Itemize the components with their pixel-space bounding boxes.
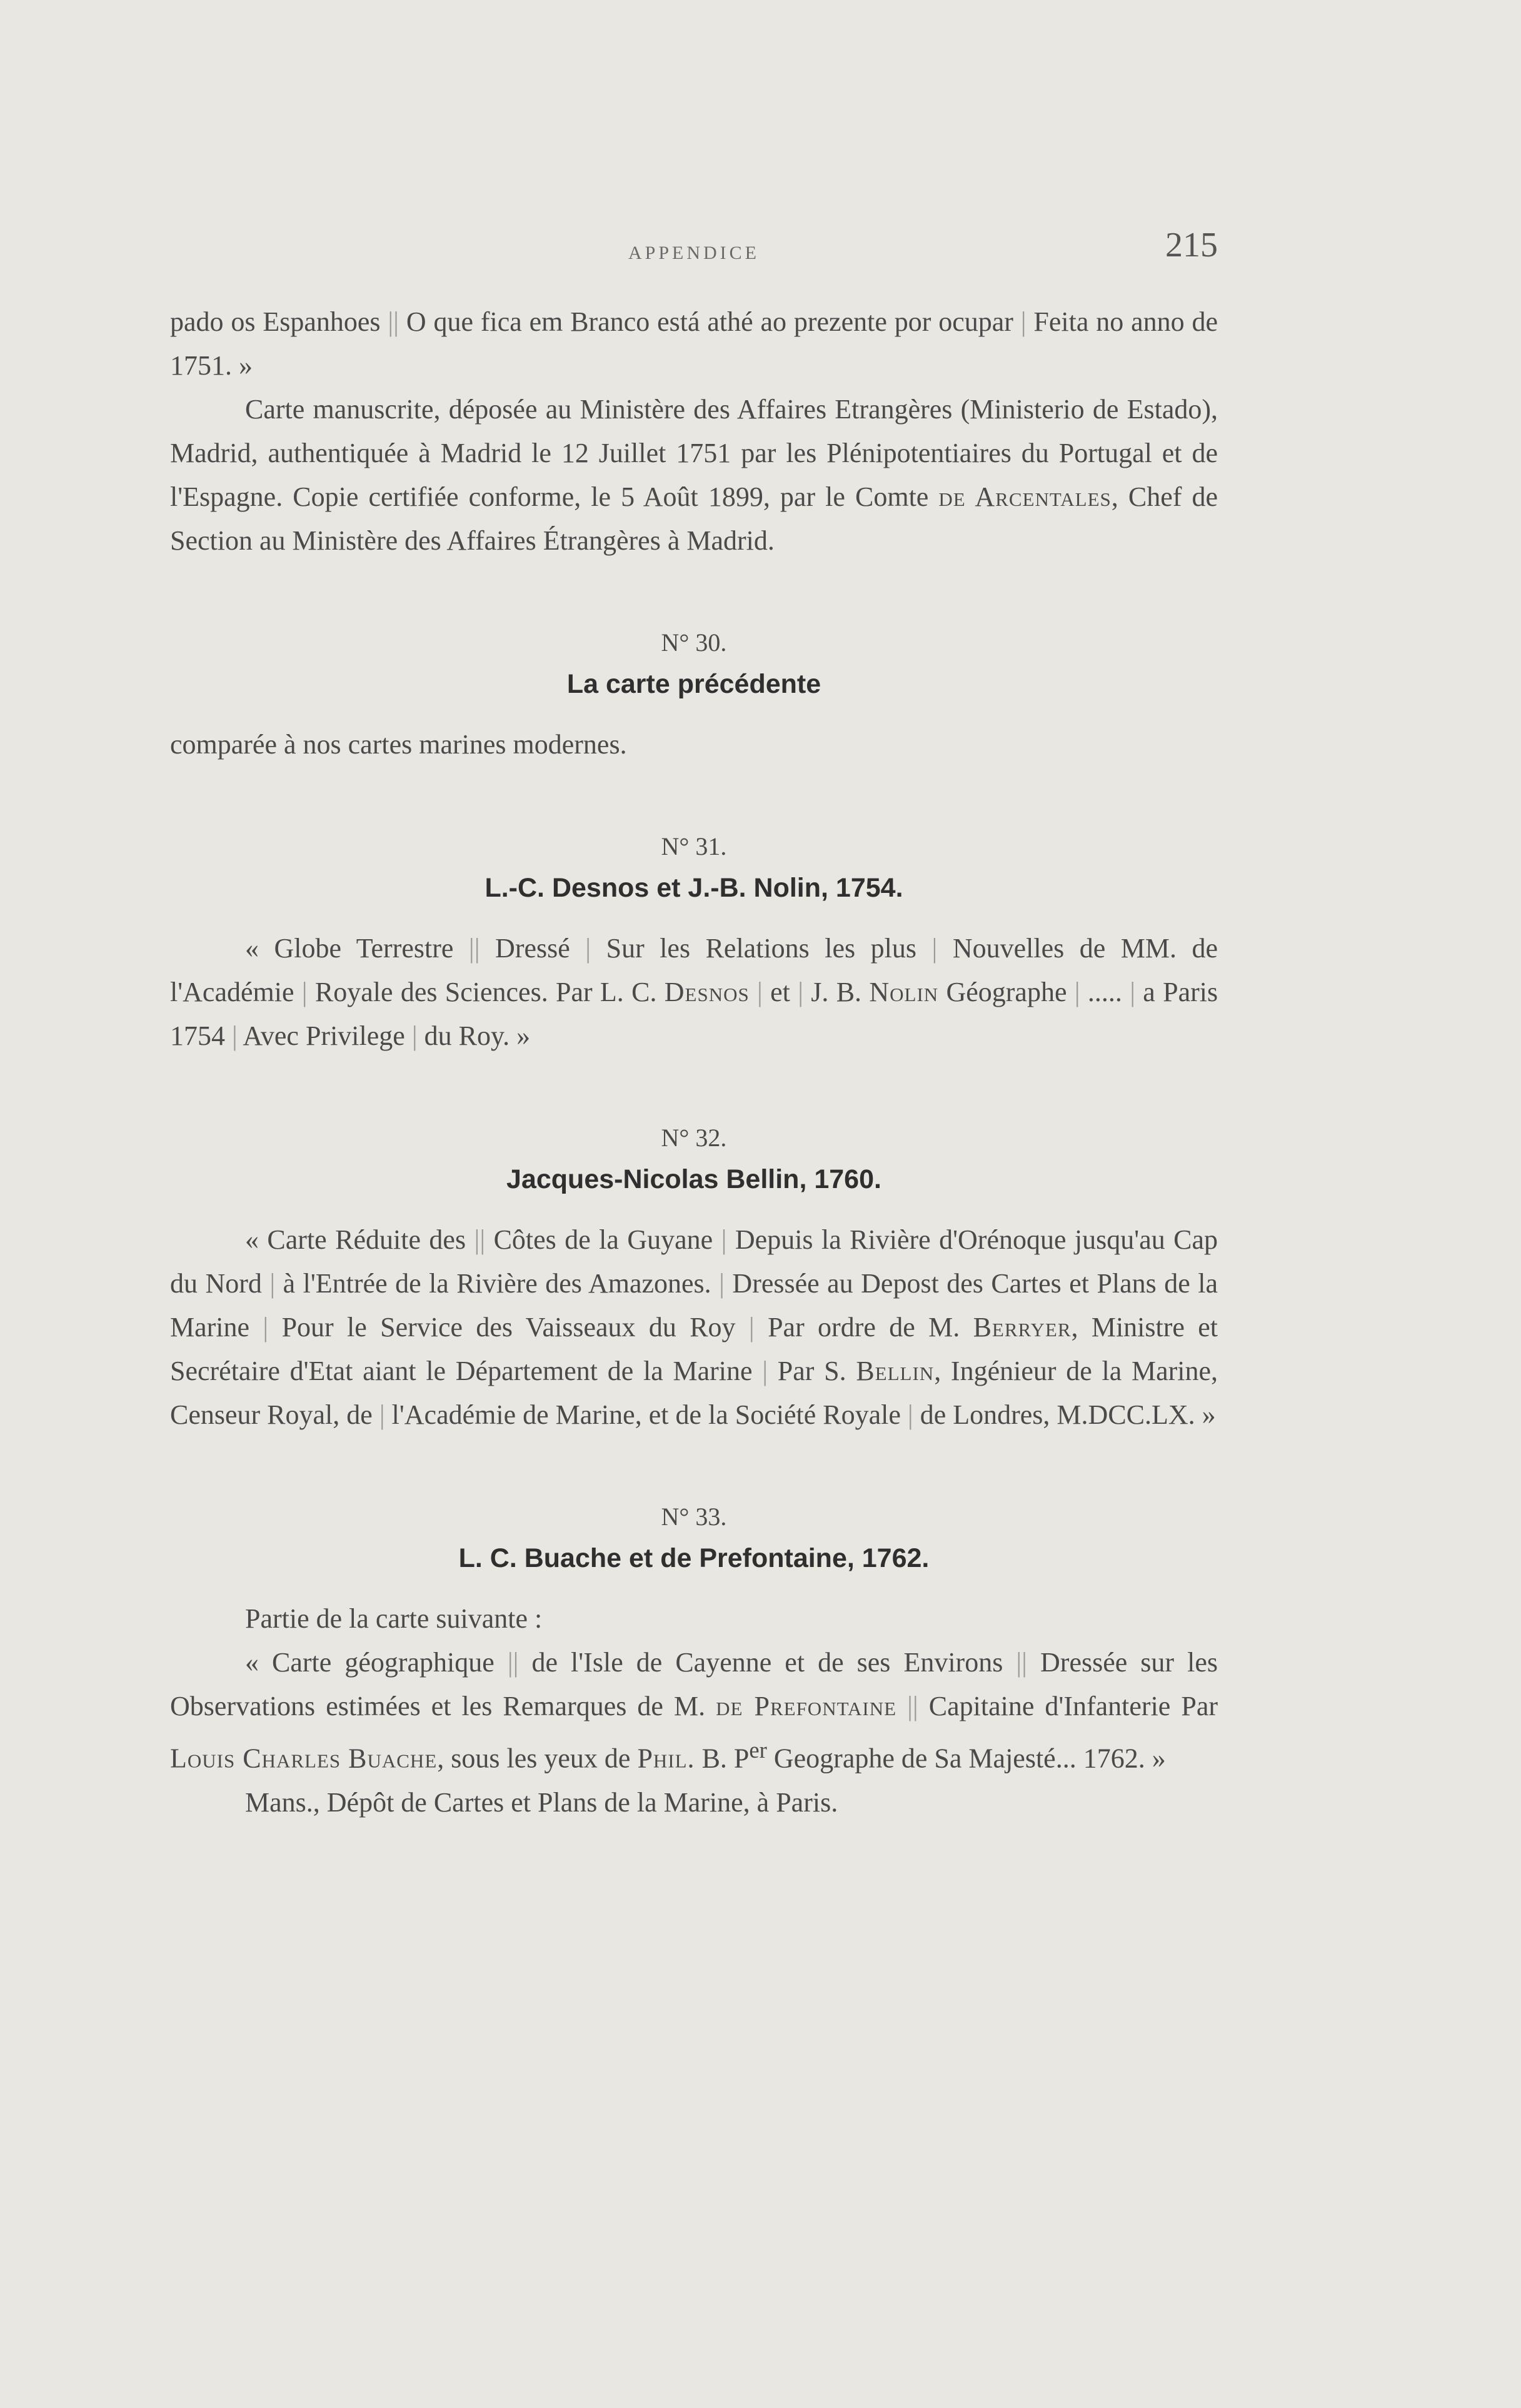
text-segment: à l'Entrée de la Rivière des Amazones.	[283, 1268, 711, 1299]
text-segment: « Carte géographique	[245, 1647, 494, 1678]
line-separator: ||	[388, 306, 399, 337]
entry-title: L.-C. Desnos et J.-B. Nolin, 1754.	[484, 873, 903, 903]
text-segment: O que fica em Branco está athé ao prezente por	[406, 306, 931, 337]
line-separator: |	[1020, 306, 1027, 337]
line-separator: ||	[1016, 1647, 1027, 1678]
text-segment: Sur les Relations les plus	[606, 933, 917, 964]
intro-description	[170, 388, 1218, 563]
line-separator: ||	[907, 1691, 918, 1721]
text-segment: Carte manuscrite, déposée au Ministère des Affaires Etrangères (Ministerio de Estado), Madrid, authentiquée à Madrid le 12 Juillet 1751 par les Plénipotentiaires du Portugal et de l'Espagne. Copie certifiée conforme, le 5 Août 1899, par le Comte	[170, 394, 1218, 512]
line-separator: ||	[507, 1647, 519, 1678]
line-separator: |	[379, 1399, 385, 1430]
small-caps-name: Phil.	[637, 1743, 695, 1774]
text-segment: du Roy. »	[424, 1020, 531, 1051]
entry-number: N° 31.	[661, 832, 727, 860]
text-segment: Feita no anno de 1751. »	[170, 306, 1218, 381]
text-segment: Par S.	[777, 1356, 846, 1386]
text-segment: Côtes de la Guyane	[493, 1224, 713, 1255]
page-header	[170, 225, 1218, 281]
text-segment: a Paris 1754	[170, 977, 1218, 1051]
text-segment: l'Académie de Marine, et de la Société Royale	[391, 1399, 901, 1430]
text-segment: , Ingénieur de la Marine, Censeur Royal, de	[170, 1356, 1218, 1430]
entry-title: La carte précédente	[566, 669, 821, 699]
small-caps-name: Bellin	[856, 1356, 935, 1386]
text-segment: Dressée au Depost des Cartes et Plans de la Marine	[170, 1268, 1218, 1343]
line-separator: |	[907, 1399, 913, 1430]
line-separator: |	[721, 1224, 727, 1255]
line-separator: |	[269, 1268, 276, 1299]
line-separator: |	[1130, 977, 1135, 1007]
page-body	[170, 300, 1218, 1825]
small-caps-name: Desnos	[664, 977, 750, 1007]
line-separator: ||	[468, 933, 480, 964]
intro-quote-end	[170, 300, 1218, 388]
text-segment: Depuis la Rivière d'Orénoque jusqu'au Cap du Nord	[170, 1224, 1218, 1299]
line-separator: |	[719, 1268, 725, 1299]
text-segment: « Carte Réduite des	[245, 1224, 466, 1255]
text-segment: Pour le Service des Vaisseaux du Roy	[281, 1312, 736, 1343]
line-separator: |	[263, 1312, 269, 1343]
entry-number: N° 30.	[661, 628, 727, 657]
line-separator: |	[757, 977, 763, 1007]
entry-text: Mans., Dépôt de Cartes et Plans de la Marine, à Paris.	[245, 1786, 838, 1818]
text-segment: Nouvelles de MM. de l'Académie	[170, 933, 1218, 1007]
line-separator: |	[585, 933, 591, 964]
small-caps-name: de Arcentales	[938, 481, 1112, 512]
small-caps-name: Berryer	[973, 1312, 1072, 1343]
text-segment: Capitaine d'Infanterie Par	[928, 1691, 1218, 1721]
line-separator: |	[301, 977, 308, 1007]
text-segment: .....	[1087, 977, 1122, 1007]
page-number: 215	[1165, 226, 1218, 264]
running-head: APPENDICE	[628, 243, 760, 263]
text-segment: Géographe	[946, 977, 1067, 1007]
line-separator: |	[1074, 977, 1080, 1007]
entry-number: N° 33.	[661, 1503, 727, 1531]
text-segment: Par ordre de M.	[768, 1312, 960, 1343]
superscript: er	[749, 1737, 767, 1763]
text-segment: Royale des Sciences. Par L. C.	[314, 977, 657, 1007]
line-separator: ||	[474, 1224, 486, 1255]
text-segment: , Ministre et Secrétaire d'Etat aiant le Département de la Marine	[170, 1312, 1218, 1386]
line-separator: |	[411, 1020, 418, 1051]
small-caps-name: Nolin	[869, 977, 939, 1007]
text-segment: J. B.	[811, 977, 862, 1007]
text-segment: et	[770, 977, 790, 1007]
line-separator: |	[798, 977, 803, 1007]
entry-number: N° 32.	[661, 1124, 727, 1152]
text-segment: de Londres, M.DCC.LX. »	[920, 1399, 1216, 1430]
text-segment: « Globe Terrestre	[245, 933, 454, 964]
line-separator: |	[232, 1020, 238, 1051]
small-caps-name: Louis Charles Buache	[170, 1743, 438, 1774]
text-segment: de l'Isle de Cayenne et de ses Environs	[531, 1647, 1003, 1678]
entry-text	[170, 1641, 1218, 1781]
entry-title: L. C. Buache et de Prefontaine, 1762.	[458, 1543, 930, 1573]
text-segment: Dressée sur les Observations estimées et les Remarques de M.	[170, 1647, 1218, 1721]
entry-text: comparée à nos cartes marines modernes.	[170, 729, 627, 760]
entry-text	[170, 1218, 1218, 1437]
entry-title: Jacques-Nicolas Bellin, 1760.	[506, 1164, 881, 1194]
text-segment: ocupar	[938, 306, 1013, 337]
line-separator: |	[748, 1312, 755, 1343]
text-segment: pado os Espanhoes	[170, 306, 381, 337]
entry-text: Partie de la carte suivante :	[245, 1603, 543, 1634]
line-separator: |	[931, 933, 938, 964]
small-caps-name: de Prefontaine	[716, 1691, 897, 1721]
text-segment: , Chef de Section au Ministère des Affaires Étrangères à Madrid.	[170, 481, 1218, 556]
text-segment: Geographe de Sa Majesté... 1762. »	[773, 1743, 1166, 1774]
text-segment: , sous les yeux de	[437, 1743, 631, 1774]
text-segment: Avec Privilege	[243, 1020, 405, 1051]
text-segment: B. P	[701, 1743, 750, 1774]
line-separator: |	[762, 1356, 768, 1386]
entry-text	[170, 927, 1218, 1058]
text-segment: Dressé	[495, 933, 570, 964]
